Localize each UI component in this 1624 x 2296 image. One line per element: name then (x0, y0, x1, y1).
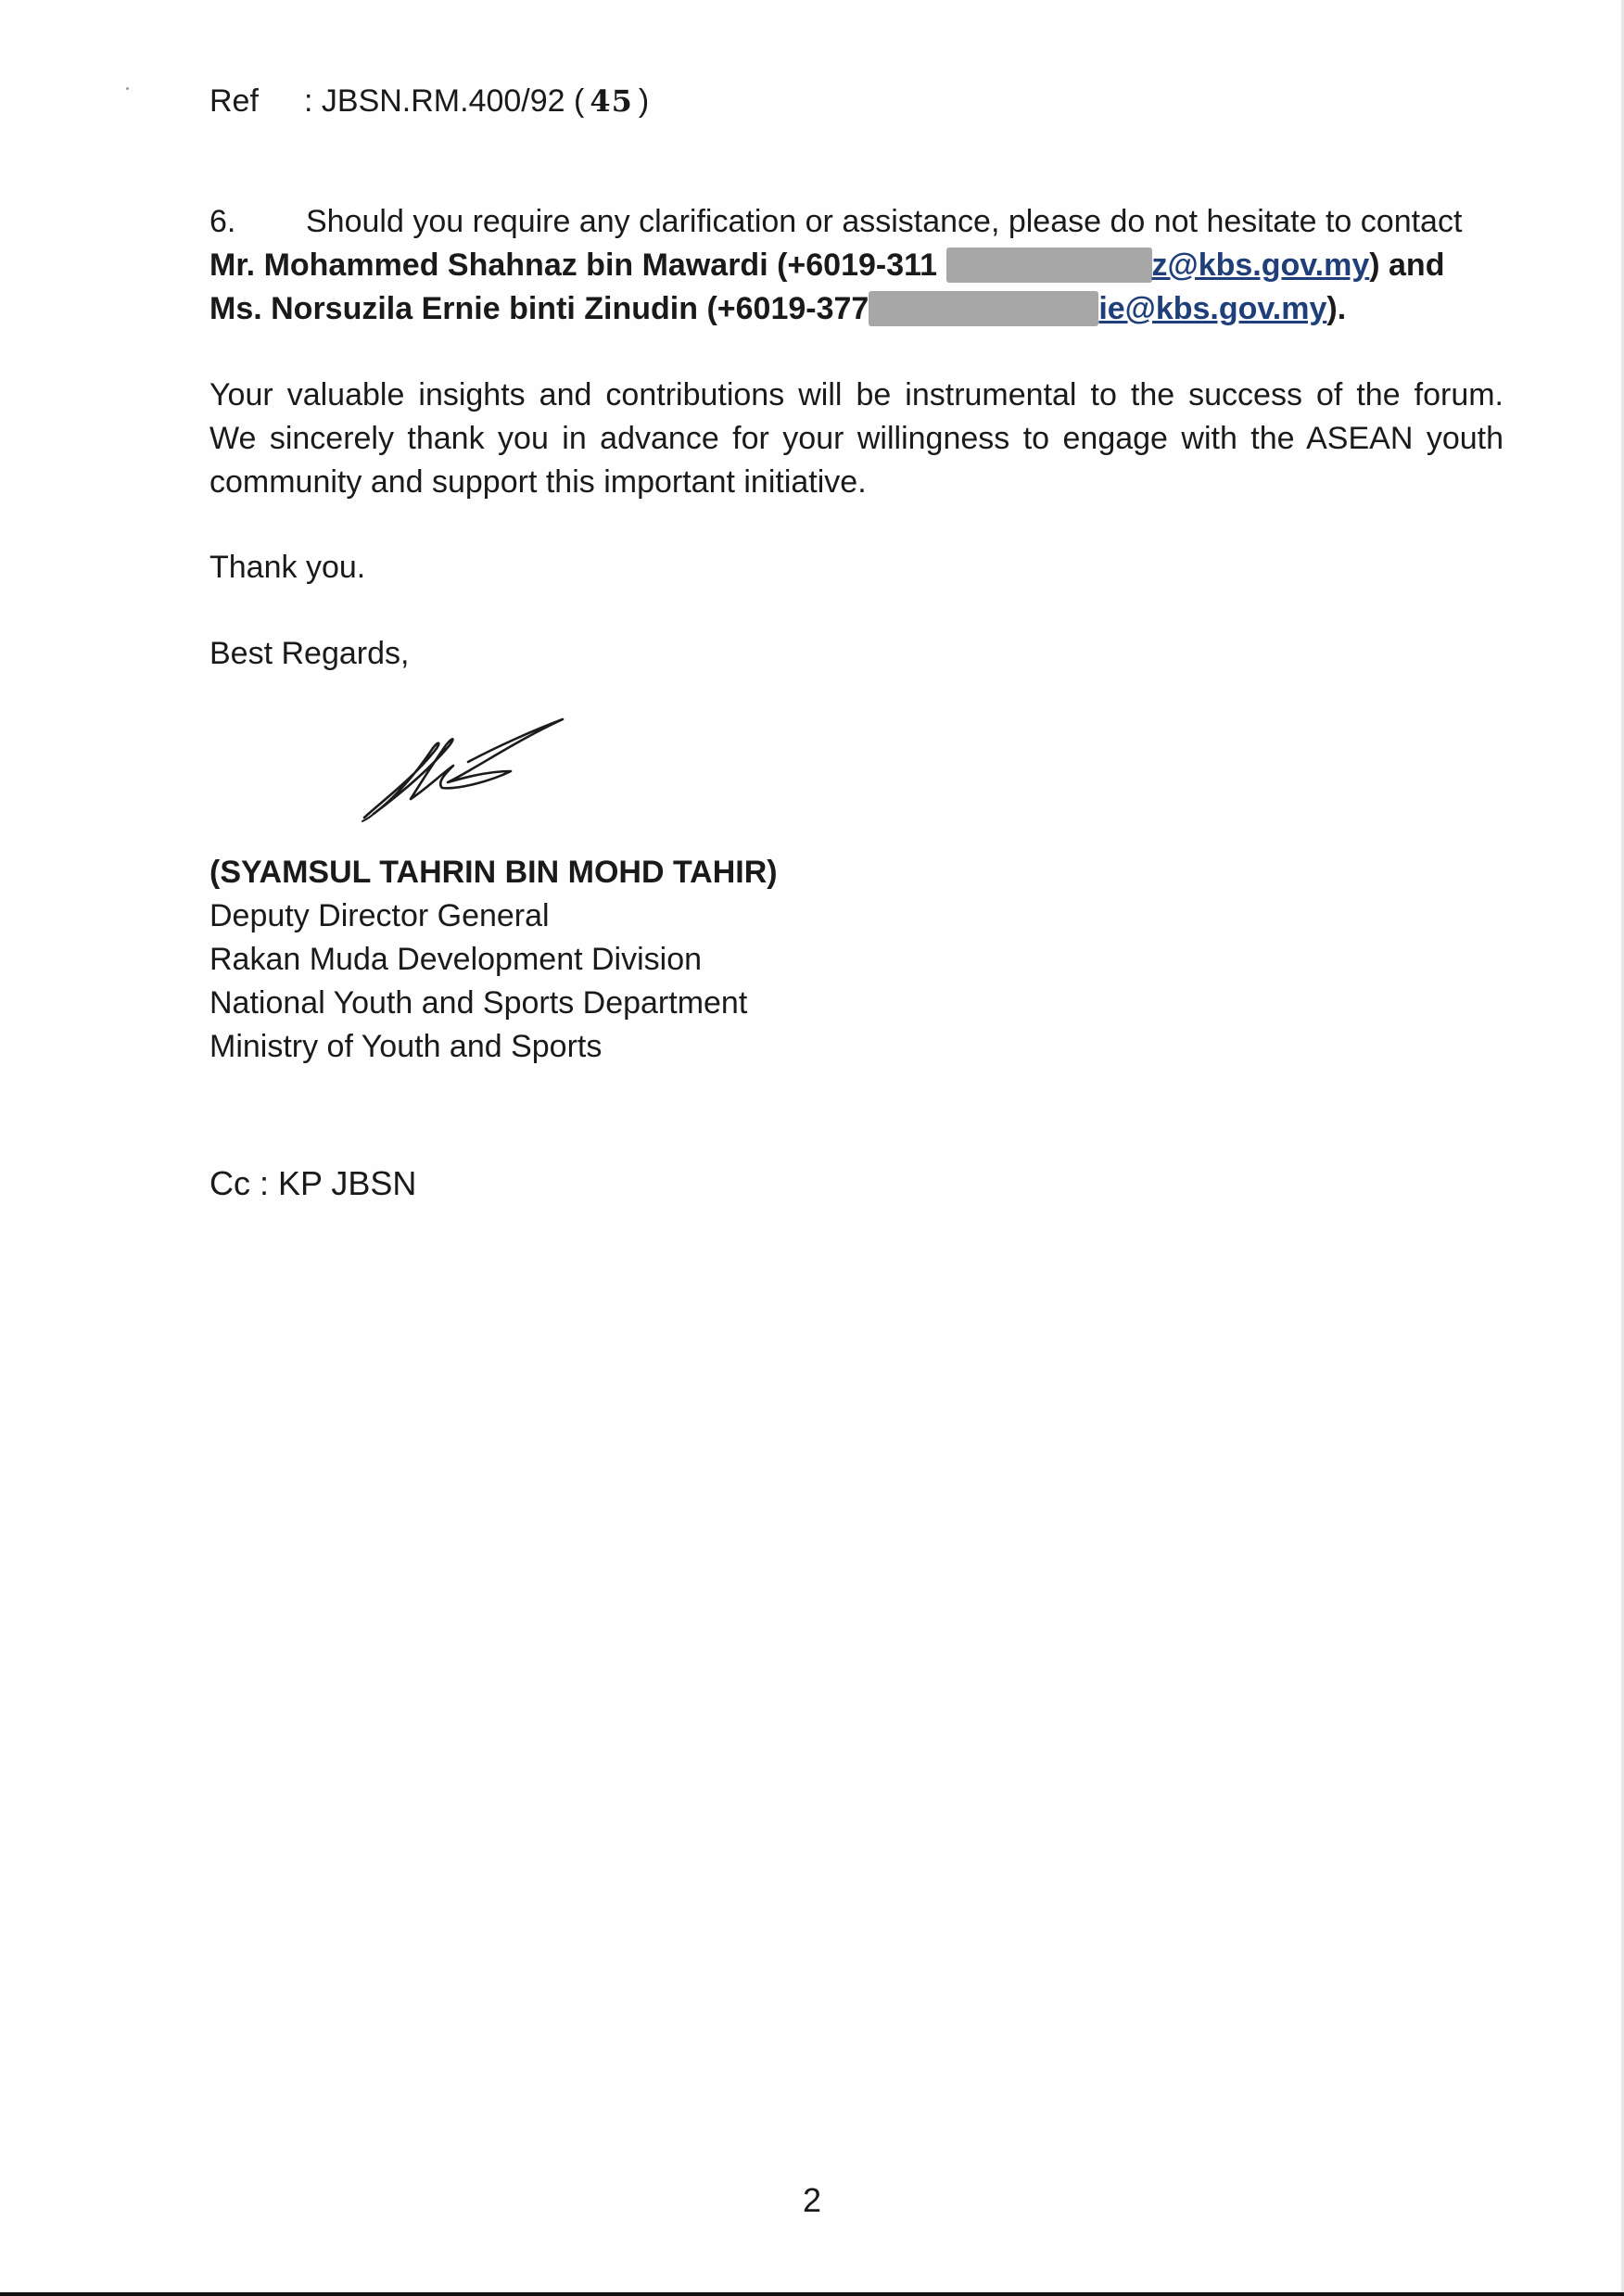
reference-line (209, 80, 649, 123)
paragraph-number: 6. (209, 204, 236, 239)
contact-2-name: Ms. Norsuzila Ernie binti Zinudin (+6019-377 (209, 291, 869, 326)
contact-1-name: Mr. Mohammed Shahnaz bin Mawardi (209, 247, 768, 283)
scan-speck (126, 87, 129, 90)
redaction-block (946, 247, 1152, 283)
insights-line-2: We sincerely thank you in advance for your willingness to engage with the ASEAN youth (209, 421, 1503, 456)
ref-label: Ref (209, 83, 259, 119)
contact-1-suffix: ) and (1369, 247, 1445, 283)
page-number: 2 (802, 2181, 822, 2219)
signatory-department: National Youth and Sports Department (209, 985, 748, 1021)
insights-line-3: community and support this important initiative. (209, 464, 867, 500)
paragraph-6-text: Should you require any clarification or assistance, please do not hesitate to contact (306, 204, 1463, 239)
signature-block (209, 851, 778, 1069)
best-regards: Best Regards, (209, 636, 410, 671)
contact-line-1 (209, 244, 1503, 287)
paragraph-insights (209, 374, 1503, 504)
paragraph-6 (209, 200, 1503, 331)
insights-line-1: Your valuable insights and contributions will be instrumental to the success of the forum. (209, 377, 1503, 412)
contact-1-email-link[interactable]: z@kbs.gov.my (1151, 247, 1370, 283)
page-bottom-edge (0, 2292, 1624, 2296)
ref-handwritten-number: 45 (590, 83, 633, 119)
paragraph-6-line-1 (209, 200, 1503, 244)
signatory-name: (SYAMSUL TAHRIN BIN MOHD TAHIR) (209, 855, 778, 890)
ref-value: : JBSN.RM.400/92 ( (304, 83, 585, 119)
contact-2-email-link[interactable]: ie@kbs.gov.my (1098, 291, 1327, 326)
cc-line: Cc : KP JBSN (209, 1164, 417, 1202)
signatory-ministry: Ministry of Youth and Sports (209, 1029, 603, 1064)
contact-2-suffix: ). (1326, 291, 1347, 326)
thank-you: Thank you. (209, 550, 366, 585)
contact-1-phone: (+6019-311 (777, 247, 938, 283)
signatory-division: Rakan Muda Development Division (209, 942, 703, 977)
signature-image (357, 714, 570, 825)
signatory-title: Deputy Director General (209, 898, 550, 933)
ref-close: ) (638, 83, 650, 119)
contact-line-2 (209, 287, 1503, 331)
redaction-block (869, 291, 1098, 326)
